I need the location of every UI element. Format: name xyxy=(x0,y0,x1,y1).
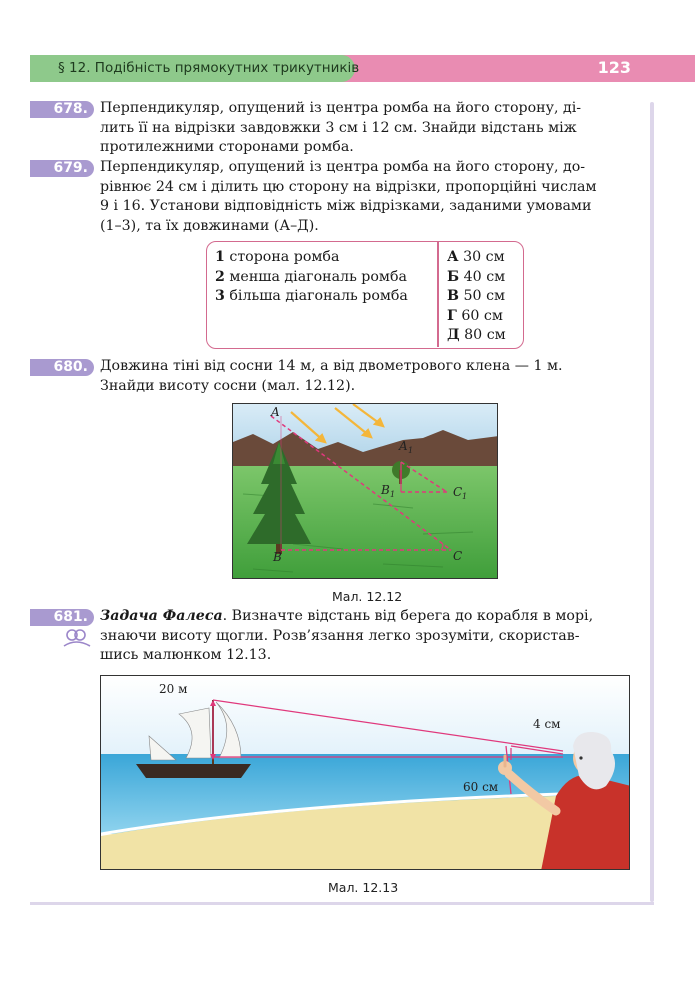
label-c: C xyxy=(453,549,463,563)
label-b1-sub: 1 xyxy=(390,490,396,499)
task-title: Задача Фалеса xyxy=(100,608,223,624)
figure-12-12 xyxy=(232,403,498,579)
answer-item: Д 80 см xyxy=(447,327,506,343)
task-line: Задача Фалеса. Визначте відстань від берега до корабля в морі, xyxy=(100,608,594,624)
thales-ship-illustration xyxy=(101,676,630,870)
label-a1-sub: 1 xyxy=(408,446,414,455)
label-arm-length: 60 см xyxy=(463,780,499,794)
task-line: (1–3), та їх довжинами (А–Д). xyxy=(100,217,319,234)
matching-conditions xyxy=(215,248,408,307)
task-line: Знайди висоту сосни (мал. 12.12). xyxy=(100,377,356,394)
task-number-badge: 679. xyxy=(30,160,94,177)
label-thumb-height: 4 см xyxy=(533,717,561,731)
label-mast-height: 20 м xyxy=(159,682,188,696)
label-c1: C xyxy=(453,485,463,499)
page-number: 123 xyxy=(597,58,631,77)
condition-item: 1 сторона ромба xyxy=(215,249,340,265)
task-line: протилежними сторонами ромба. xyxy=(100,139,354,155)
task-line: шись малюнком 12.13. xyxy=(100,647,272,663)
pine-shadow-illustration xyxy=(233,404,498,579)
label-b: B xyxy=(273,550,282,564)
task-line: 9 і 16. Установи відповідність між відрізками, заданими умовами xyxy=(100,198,592,214)
answer-item: А 30 см xyxy=(447,249,505,265)
answer-item: В 50 см xyxy=(447,288,506,304)
matching-table xyxy=(206,241,524,349)
label-a: A xyxy=(271,405,280,419)
label-a1: A xyxy=(399,439,408,453)
task-number-badge: 681. xyxy=(30,609,94,626)
right-margin-rule xyxy=(650,102,654,902)
task-line: рівнює 24 см і ділить цю сторону на відрізки, пропорційні числам xyxy=(100,178,597,195)
task-number-badge: 680. xyxy=(30,359,94,376)
task-679 xyxy=(100,158,630,236)
section-title: § 12. Подібність прямокутних трикутників xyxy=(58,60,360,76)
figure-caption: Мал. 12.13 xyxy=(328,880,399,895)
condition-item: 3 більша діагональ ромба xyxy=(215,288,408,304)
figure-caption: Мал. 12.12 xyxy=(332,589,403,604)
label-c1-sub: 1 xyxy=(462,492,468,501)
condition-item: 2 менша діагональ ромба xyxy=(215,268,407,285)
task-680 xyxy=(100,357,630,396)
figure-12-13 xyxy=(100,675,630,870)
task-line: знаючи висоту щогли. Розв’язання легко зрозуміти, скористав- xyxy=(100,627,580,644)
discussion-icon xyxy=(62,628,92,648)
task-line: Перпендикуляр, опущений із центра ромба на його сторону, до- xyxy=(100,159,586,175)
answer-item: Б 40 см xyxy=(447,268,506,285)
task-line: Довжина тіні від сосни 14 м, а від двометрового клена — 1 м. xyxy=(100,358,563,374)
task-line: лить її на відрізки завдовжки 3 см і 12 см. Знайди відстань між xyxy=(100,119,577,136)
answer-item: Г 60 см xyxy=(447,307,503,324)
matching-divider xyxy=(437,242,439,347)
task-678 xyxy=(100,99,630,158)
task-line: Перпендикуляр, опущений із центра ромба на його сторону, ді- xyxy=(100,100,582,116)
task-number-badge: 678. xyxy=(30,101,94,118)
label-b1: B xyxy=(381,483,390,497)
matching-answers xyxy=(447,248,506,346)
bottom-rule xyxy=(30,902,654,905)
task-681 xyxy=(100,607,630,666)
